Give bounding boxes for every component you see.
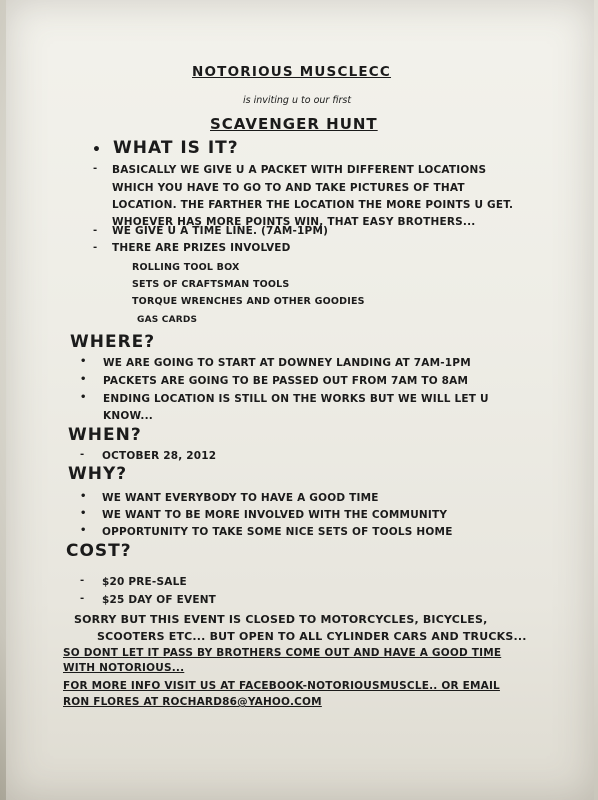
prize-item: ROLLING TOOL BOX — [132, 262, 240, 273]
bullet: - — [93, 225, 98, 236]
why-heading: WHY? — [68, 464, 128, 484]
bullet: - — [80, 449, 85, 460]
bullet: • — [80, 508, 87, 519]
cost-heading: COST? — [66, 541, 132, 561]
why-line-3: OPPORTUNITY TO TAKE SOME NICE SETS OF TOOLS HOME — [102, 526, 453, 538]
where-heading: WHERE? — [70, 332, 156, 352]
when-heading: WHEN? — [68, 425, 142, 445]
why-line-2: WE WANT TO BE MORE INVOLVED WITH THE COMMUNITY — [102, 509, 448, 521]
heading-bullet: • — [92, 142, 101, 158]
closing-line-5: FOR MORE INFO VISIT US AT FACEBOOK-NOTORIOUSMUSCLE.. OR EMAIL — [63, 680, 500, 692]
where-line-3: ENDING LOCATION IS STILL ON THE WORKS BUT WE WILL LET U — [103, 393, 489, 405]
prize-item: TORQUE WRENCHES AND OTHER GOODIES — [132, 296, 365, 307]
bullet: - — [93, 242, 98, 253]
bullet: - — [80, 575, 85, 586]
where-line-1: WE ARE GOING TO START AT DOWNEY LANDING AT 7AM-1PM — [103, 357, 471, 369]
flyer-title: NOTORIOUS MUSCLECC — [192, 64, 392, 80]
bullet: - — [93, 163, 98, 174]
what-line-1: BASICALLY WE GIVE U A PACKET WITH DIFFERENT LOCATIONS — [112, 164, 487, 176]
event-name: SCAVENGER HUNT — [210, 115, 378, 133]
bullet: - — [80, 593, 85, 604]
bullet: • — [80, 356, 87, 367]
where-line-2: PACKETS ARE GOING TO BE PASSED OUT FROM 7AM TO 8AM — [103, 375, 469, 387]
bullet: • — [80, 491, 87, 502]
closing-line-3: SO DONT LET IT PASS BY BROTHERS COME OUT AND HAVE A GOOD TIME — [63, 647, 502, 659]
bullet: • — [80, 392, 87, 403]
when-line-1: OCTOBER 28, 2012 — [102, 450, 217, 462]
why-line-1: WE WANT EVERYBODY TO HAVE A GOOD TIME — [102, 492, 379, 504]
closing-line-2: SCOOTERS ETC... BUT OPEN TO ALL CYLINDER CARS AND TRUCKS... — [97, 630, 527, 643]
prize-item: GAS CARDS — [137, 315, 198, 325]
what-line-2: WHICH YOU HAVE TO GO TO AND TAKE PICTURES OF THAT — [112, 182, 465, 194]
what-line-5: WE GIVE U A TIME LINE. (7AM-1PM) — [112, 225, 329, 237]
where-line-4: KNOW... — [103, 410, 153, 422]
what-line-3: LOCATION. THE FARTHER THE LOCATION THE MORE POINTS U GET. — [112, 199, 514, 211]
closing-line-1: SORRY BUT THIS EVENT IS CLOSED TO MOTORCYCLES, BICYCLES, — [74, 613, 488, 626]
closing-line-6: RON FLORES AT ROCHARD86@YAHOO.COM — [63, 696, 322, 708]
cost-line-1: $20 PRE-SALE — [102, 576, 187, 588]
what-line-6: THERE ARE PRIZES INVOLVED — [112, 242, 291, 254]
flyer-subtitle: is inviting u to our first — [243, 95, 352, 106]
cost-line-2: $25 DAY OF EVENT — [102, 594, 217, 606]
bullet: • — [80, 374, 87, 385]
bullet: • — [80, 525, 87, 536]
what-heading: WHAT IS IT? — [113, 138, 239, 158]
closing-line-4: WITH NOTORIOUS... — [63, 662, 185, 674]
prize-item: SETS OF CRAFTSMAN TOOLS — [132, 279, 290, 290]
what-line-4: WHOEVER HAS MORE POINTS WIN, THAT EASY BROTHERS... — [112, 216, 476, 228]
